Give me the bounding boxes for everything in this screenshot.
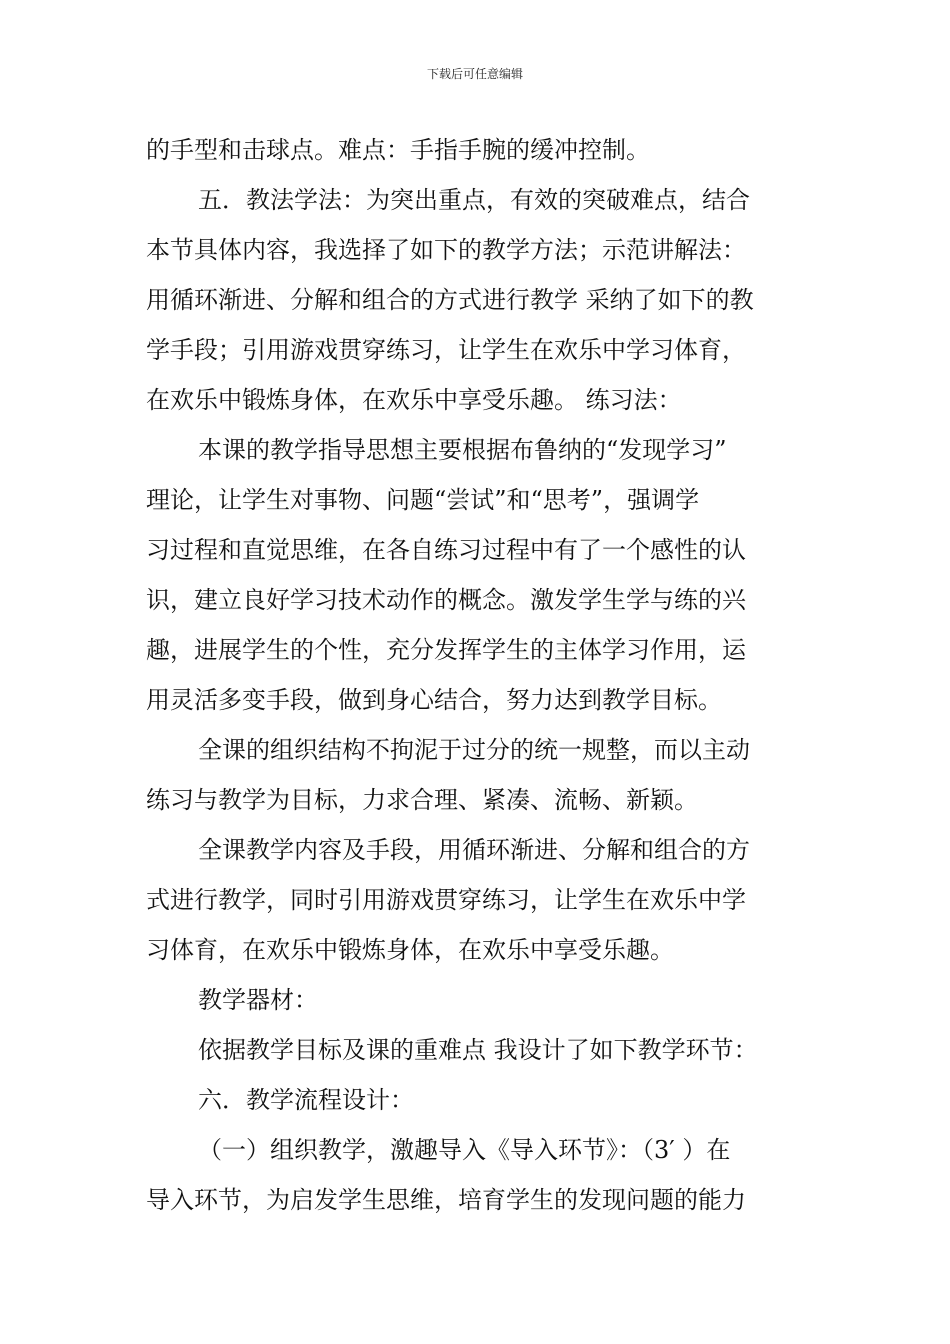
text-line: 教学器材：: [198, 986, 318, 1014]
text-line: （一）组织教学，激趣导入《导入环节》：（3′ ）在: [198, 1136, 731, 1164]
text-line: 六．教学流程设计：: [198, 1086, 414, 1114]
text-line: 全课教学内容及手段，用循环渐进、分解和组合的方: [198, 836, 750, 864]
text-line: 用循环渐进、分解和组合的方式进行教学 采纳了如下的教: [146, 286, 754, 314]
page-header: 下载后可任意编辑: [426, 67, 523, 81]
text-line: 趣，进展学生的个性，充分发挥学生的主体学习作用，运: [146, 636, 746, 664]
text-line: 在欢乐中锻炼身体，在欢乐中享受乐趣。 练习法：: [146, 386, 682, 414]
text-line: 识，建立良好学习技术动作的概念。激发学生学与练的兴: [146, 586, 746, 614]
text-line: 全课的组织结构不拘泥于过分的统一规整，而以主动: [198, 736, 750, 764]
text-line: 习过程和直觉思维，在各自练习过程中有了一个感性的认: [146, 536, 746, 564]
text-line: 练习与教学为目标，力求合理、紧凑、流畅、新颖。: [146, 786, 698, 814]
text-line: 本节具体内容，我选择了如下的教学方法；示范讲解法：: [146, 236, 746, 264]
text-line: 用灵活多变手段，做到身心结合，努力达到教学目标。: [146, 686, 722, 714]
text-line: 五．教法学法：为突出重点，有效的突破难点，结合: [198, 186, 750, 214]
text-line: 学手段；引用游戏贯穿练习，让学生在欢乐中学习体育，: [146, 336, 746, 364]
text-line: 依据教学目标及课的重难点 我设计了如下教学环节：: [198, 1036, 758, 1064]
text-line: 习体育，在欢乐中锻炼身体，在欢乐中享受乐趣。: [146, 936, 674, 964]
text-line: 的手型和击球点。难点：手指手腕的缓冲控制。: [146, 136, 650, 164]
text-line: 理论，让学生对事物、问题“尝试”和“思考”，强调学: [146, 486, 700, 514]
text-line: 本课的教学指导思想主要根据布鲁纳的“发现学习”: [198, 436, 727, 464]
text-line: 式进行教学，同时引用游戏贯穿练习，让学生在欢乐中学: [146, 886, 746, 914]
text-line: 导入环节，为启发学生思维，培育学生的发现问题的能力: [146, 1186, 746, 1214]
